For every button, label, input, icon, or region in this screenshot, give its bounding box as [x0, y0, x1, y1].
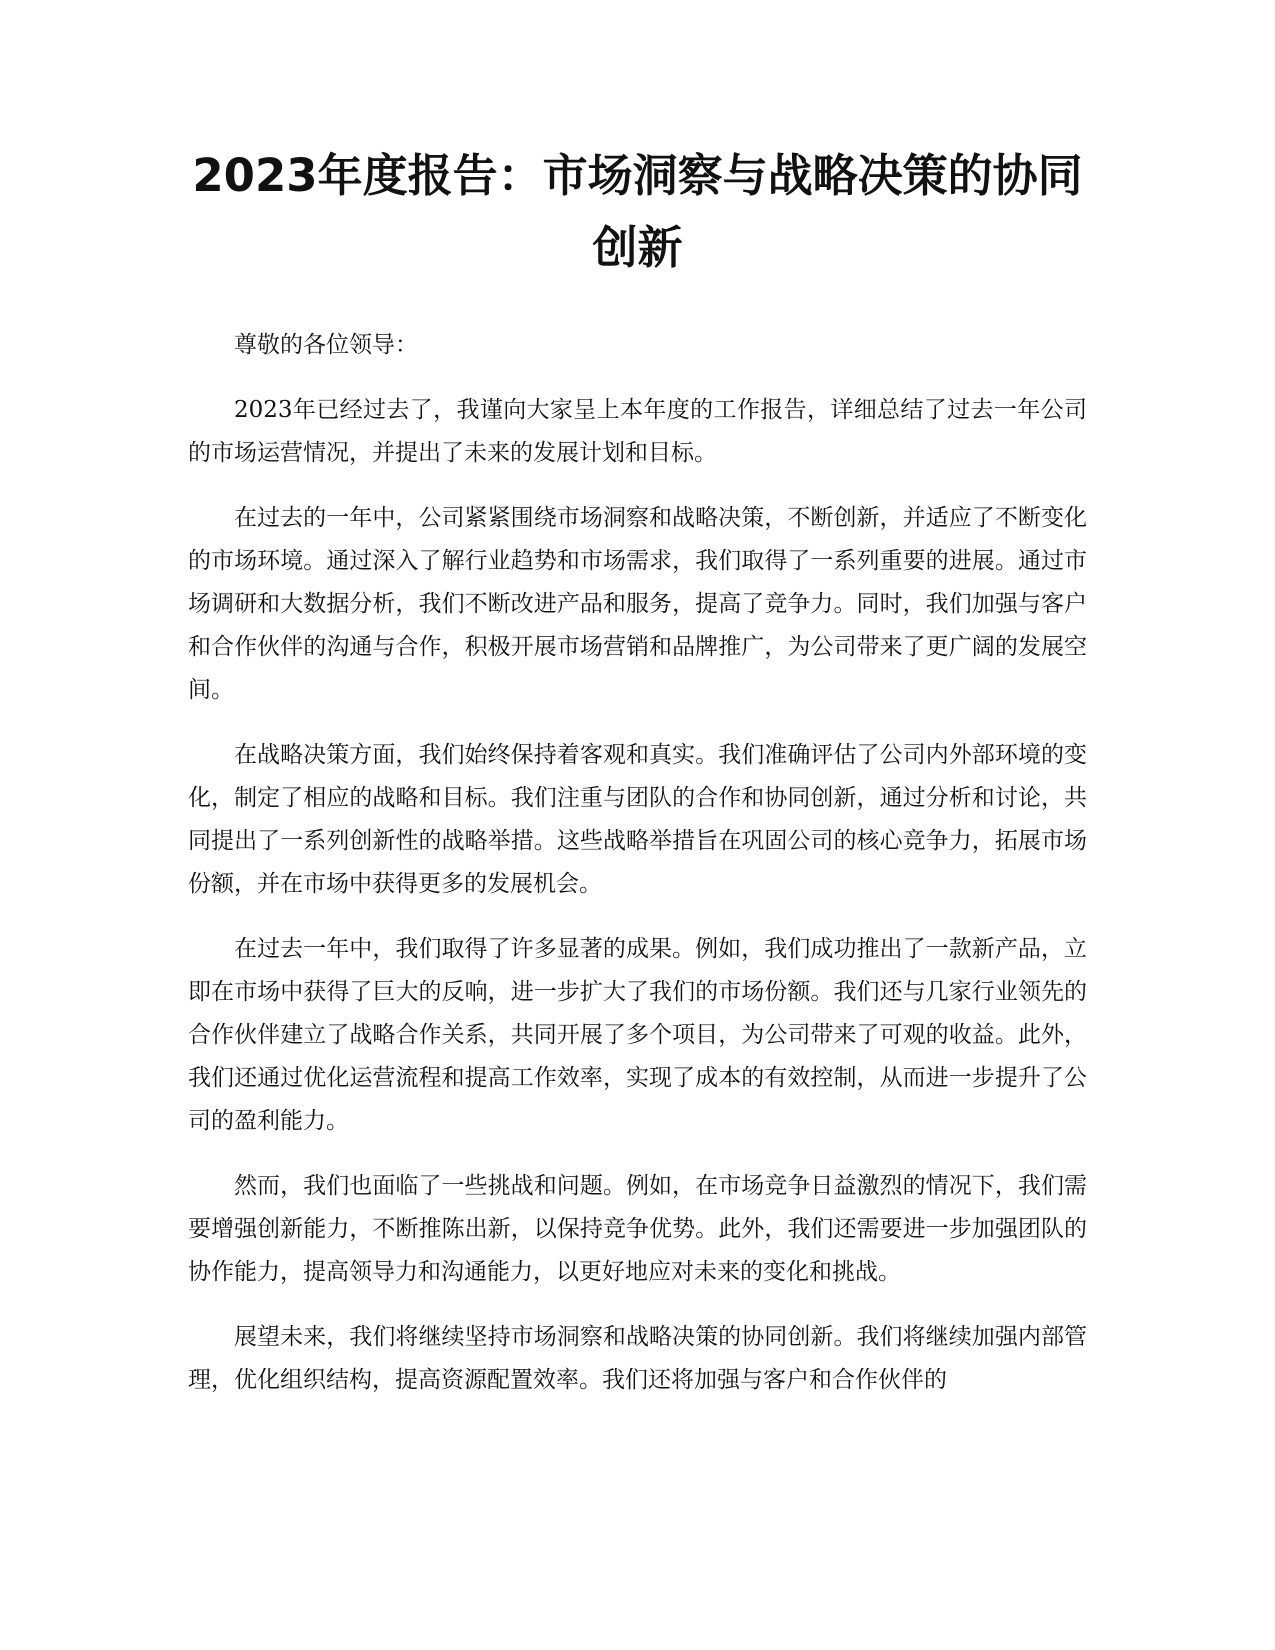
paragraph-2: 在过去的一年中，公司紧紧围绕市场洞察和战略决策，不断创新，并适应了不断变化的市场环境。通过深入了解行业趋势和市场需求，我们取得了一系列重要的进展。通过市场调研和大数据分析，我们不断改进产品和服务，提高了竞争力。同时，我们加强与客户和合作伙伴的沟通与合作，积极开展市场营销和品牌推广，为公司带来了更广阔的发展空间。	[188, 505, 1087, 703]
document-title: 2023年度报告：市场洞察与战略决策的协同创新	[192, 149, 1083, 274]
salutation: 尊敬的各位领导：	[234, 332, 418, 358]
paragraph-3: 在战略决策方面，我们始终保持着客观和真实。我们准确评估了公司内外部环境的变化，制定了相应的战略和目标。我们注重与团队的合作和协同创新，通过分析和讨论，共同提出了一系列创新性的战略举措。这些战略举措旨在巩固公司的核心竞争力，拓展市场份额，并在市场中获得更多的发展机会。	[188, 742, 1087, 897]
paragraph-5: 然而，我们也面临了一些挑战和问题。例如，在市场竞争日益激烈的情况下，我们需要增强创新能力，不断推陈出新，以保持竞争优势。此外，我们还需要进一步加强团队的协作能力，提高领导力和沟通能力，以更好地应对未来的变化和挑战。	[188, 1173, 1087, 1285]
paragraph-6: 展望未来，我们将继续坚持市场洞察和战略决策的协同创新。我们将继续加强内部管理，优化组织结构，提高资源配置效率。我们还将加强与客户和合作伙伴的	[188, 1324, 1087, 1393]
paragraph-4: 在过去一年中，我们取得了许多显著的成果。例如，我们成功推出了一款新产品，立即在市场中获得了巨大的反响，进一步扩大了我们的市场份额。我们还与几家行业领先的合作伙伴建立了战略合作关系，共同开展了多个项目，为公司带来了可观的收益。此外，我们还通过优化运营流程和提高工作效率，实现了成本的有效控制，从而进一步提升了公司的盈利能力。	[188, 936, 1087, 1134]
paragraph-1: 2023年已经过去了，我谨向大家呈上本年度的工作报告，详细总结了过去一年公司的市场运营情况，并提出了未来的发展计划和目标。	[188, 397, 1087, 466]
